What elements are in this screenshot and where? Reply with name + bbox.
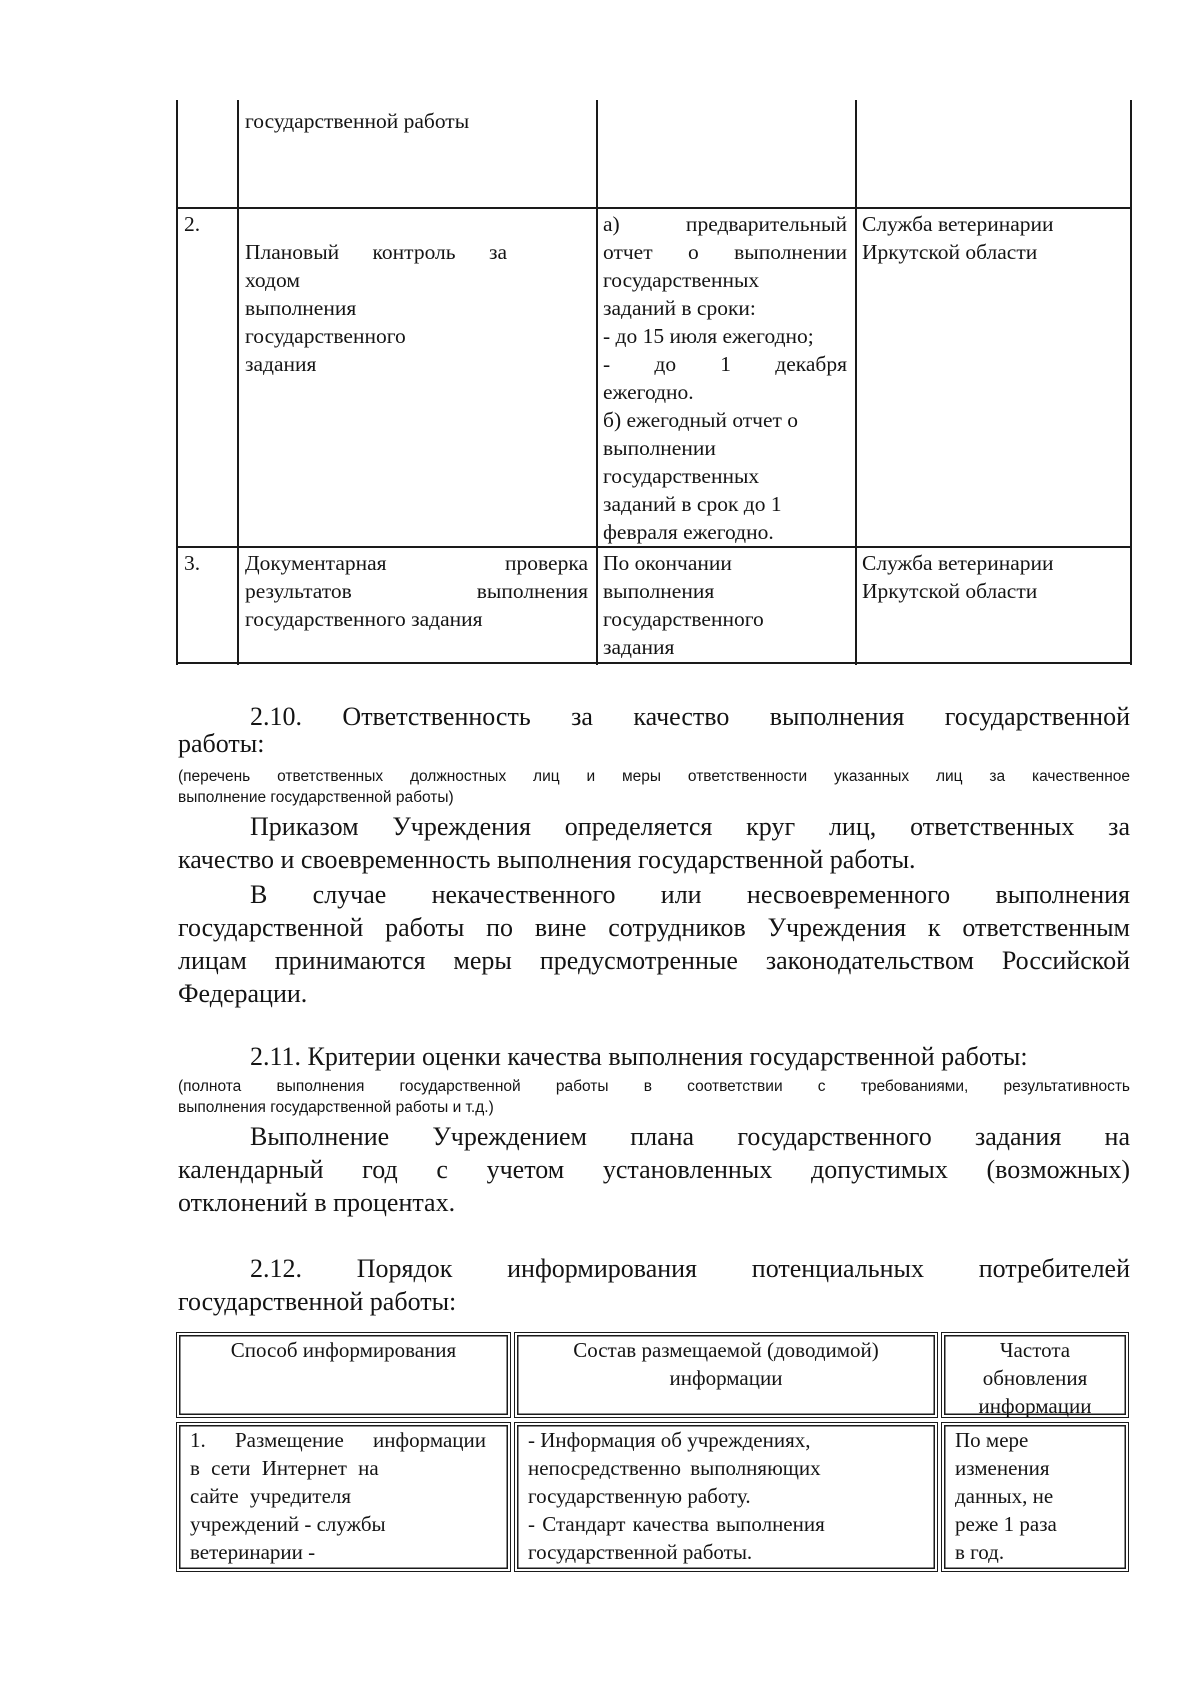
table-border xyxy=(176,207,1131,209)
heading-line: работы: xyxy=(178,729,265,758)
table-cell-line: а) предварительный xyxy=(603,212,847,236)
table-cell-line: Документарная проверка xyxy=(245,551,588,575)
table-cell: Служба ветеринарии Иркутской области xyxy=(862,212,1054,264)
table-cell-line: ветеринарии - xyxy=(190,1540,316,1564)
table-cell-line: в сети Интернет на xyxy=(190,1456,379,1480)
table-cell-line: - Стандарт качества выполнения xyxy=(528,1512,825,1536)
table-cell-line: непосредственно выполняющих xyxy=(528,1456,821,1480)
table-cell-line: результатов выполнения xyxy=(245,579,588,603)
column-header-frequency: Частота обновления информации xyxy=(978,1338,1092,1418)
table-cell-line: государственного задания xyxy=(245,607,483,631)
table-border xyxy=(176,100,178,665)
table-border xyxy=(1130,100,1132,665)
section-2-12-heading xyxy=(178,1252,1130,1318)
table-cell-line: Плановый контроль за xyxy=(245,240,507,264)
table-cell-content xyxy=(528,1426,928,1566)
table-cell xyxy=(245,210,505,406)
table-cell-line: государственной работы. xyxy=(528,1540,753,1564)
paragraph-line: Выполнение Учреждением плана государственного задания на xyxy=(250,1122,1130,1151)
table-cell xyxy=(245,549,588,633)
table-cell: Служба ветеринарии Иркутской области xyxy=(862,551,1054,603)
table-cell: государственной работы xyxy=(245,109,470,133)
paragraph-line: качество и своевременность выполнения государственной работы. xyxy=(178,845,916,874)
section-2-11-paragraph xyxy=(178,1120,1130,1219)
table-border xyxy=(596,100,598,665)
section-2-10-heading xyxy=(178,700,1130,760)
table-cell-line: - Информация об учреждениях, xyxy=(528,1428,811,1452)
section-2-10-paragraph-2 xyxy=(178,878,1130,1010)
section-2-11-note xyxy=(178,1076,1130,1118)
table-cell-line: государственного xyxy=(245,324,406,348)
table-cell-line: - до 1 декабря xyxy=(603,352,847,376)
table-cell-line: - до 15 июля ежегодно; xyxy=(603,324,814,348)
paragraph-line: календарный год с учетом установленных допустимых (возможных) xyxy=(178,1155,1130,1184)
table-cell-line: 1. Размещение информации xyxy=(190,1428,486,1452)
note-line: выполнение государственной работы) xyxy=(178,789,454,806)
table-cell-line: выполнения xyxy=(245,296,357,320)
column-header-method: Способ информирования xyxy=(230,1338,457,1362)
table-cell: По окончании выполнения государственного задания xyxy=(603,551,764,659)
table-cell-line: заданий в сроки: xyxy=(603,296,756,320)
section-2-10-paragraph-1 xyxy=(178,810,1130,876)
note-line: (полнота выполнения государственной работы в соответствии с требованиями, результативность xyxy=(178,1078,1130,1095)
paragraph-line: Федерации. xyxy=(178,979,308,1008)
table-border xyxy=(855,100,857,665)
table-cell-line: государственных xyxy=(603,464,760,488)
table-cell-frequency: По мере изменения данных, не реже 1 раза в год. xyxy=(955,1428,1057,1564)
heading-line: 2.12. Порядок информирования потенциальных потребителей xyxy=(250,1254,1130,1283)
table-cell-line: учреждений - службы xyxy=(190,1512,386,1536)
table-cell-line: заданий в срок до 1 xyxy=(603,492,782,516)
note-line: выполнения государственной работы и т.д.) xyxy=(178,1099,494,1116)
table-cell-line: государственную работу. xyxy=(528,1484,751,1508)
table-border xyxy=(176,546,1131,548)
table-cell-line: ежегодно. xyxy=(603,380,694,404)
section-2-11-heading xyxy=(178,1040,1130,1073)
table-cell-line: отчет о выполнении xyxy=(603,240,847,264)
heading-line: 2.11. Критерии оценки качества выполнения государственной работы: xyxy=(250,1042,1028,1071)
table-cell-line: сайте учредителя xyxy=(190,1484,352,1508)
table-border xyxy=(237,100,239,665)
column-header-content: Состав размещаемой (доводимой) информации xyxy=(573,1338,879,1390)
table-cell-method xyxy=(190,1426,486,1566)
paragraph-line: В случае некачественного или несвоевременного выполнения xyxy=(250,880,1130,909)
section-2-10-note xyxy=(178,766,1130,808)
table-cell-line: выполнении xyxy=(603,436,716,460)
table-cell-line: ходом xyxy=(245,268,300,292)
paragraph-line: государственной работы по вине сотрудников Учреждения к ответственным xyxy=(178,913,1130,942)
row-number: 2. xyxy=(184,212,201,236)
table-cell-line: государственных xyxy=(603,268,760,292)
heading-line: 2.10. Ответственность за качество выполнения государственной xyxy=(250,702,1130,731)
table-cell-line: февраля ежегодно. xyxy=(603,520,774,544)
paragraph-line: лицам принимаются меры предусмотренные законодательством Российской xyxy=(178,946,1130,975)
table-border xyxy=(176,662,1131,664)
paragraph-line: Приказом Учреждения определяется круг лиц, ответственных за xyxy=(250,812,1130,841)
table-cell-line: задания xyxy=(245,352,317,376)
note-line: (перечень ответственных должностных лиц и меры ответственности указанных лиц за качественное xyxy=(178,768,1130,785)
paragraph-line: отклонений в процентах. xyxy=(178,1188,456,1217)
heading-line: государственной работы: xyxy=(178,1287,457,1316)
table-cell-line: б) ежегодный отчет о xyxy=(603,408,799,432)
table-cell xyxy=(603,210,847,546)
row-number: 3. xyxy=(184,551,201,575)
